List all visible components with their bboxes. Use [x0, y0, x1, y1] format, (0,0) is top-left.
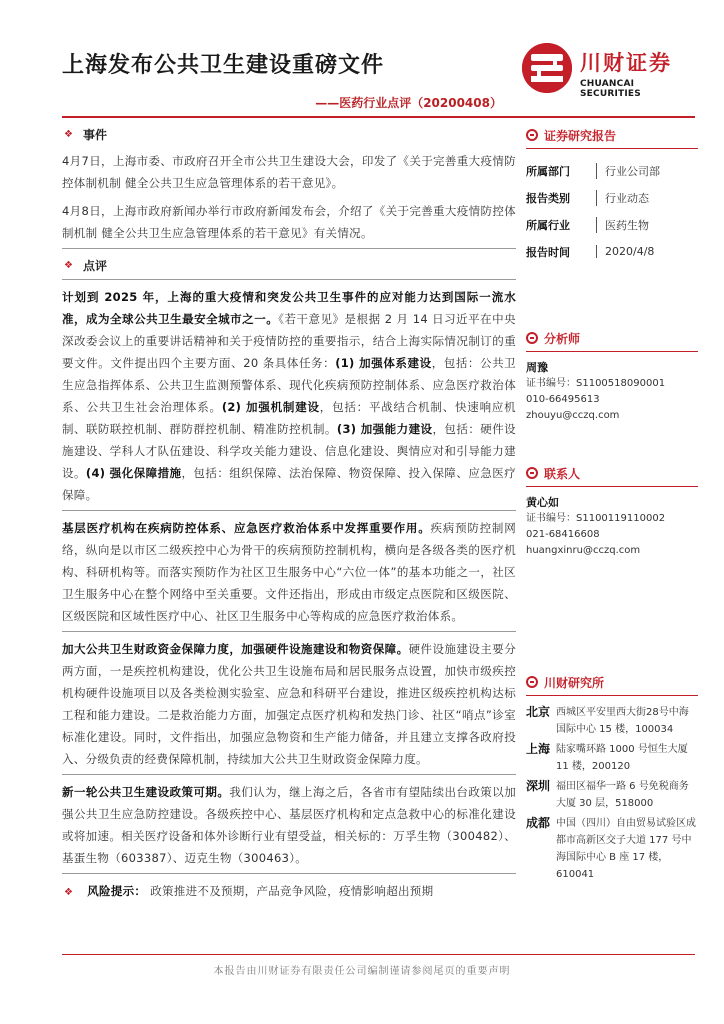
analyst-heading: 分析师 — [526, 327, 698, 349]
address-row: 深圳 福田区福华一路 6 号免税商务大厦 30 层，518000 — [526, 779, 689, 809]
header-rule — [62, 116, 695, 118]
diamond-bullet-icon: ❖ — [64, 887, 74, 898]
bold-text-run: 新一轮公共卫生建设政策可期。 — [62, 785, 230, 799]
info-row: 所属行业 医药生物 — [526, 218, 649, 232]
contact-email[interactable]: huangxinru@cczq.com — [526, 545, 641, 556]
main-content — [62, 124, 516, 904]
comment-paragraph-4 — [62, 781, 516, 869]
address-row: 北京 西城区平安里西大街28号中海国际中心 15 楼，100034 — [526, 705, 689, 735]
contact-phone: 021-68416608 — [526, 529, 600, 540]
text-run: ，包括：公共卫生应急指挥体系、公共卫生监测预警体系、现代化疾病预防控制体系、应急医疗救治体系、公共卫生社会治理体系。 — [62, 356, 516, 414]
sidebar-rule — [526, 148, 698, 149]
section-divider — [62, 873, 516, 874]
bold-text-run: 加大公共卫生财政资金保障力度，加强硬件设施建设和物资保障。 — [62, 642, 409, 656]
company-logo — [522, 43, 694, 99]
section-divider — [62, 774, 516, 775]
bold-text-run: (4) 强化保障措施 — [85, 466, 182, 480]
section-divider — [62, 248, 516, 249]
comment-paragraph-2 — [62, 517, 516, 627]
sidebar-rule — [526, 351, 698, 352]
event-paragraph-1: 4月7日，上海市委、市政府召开全市公共卫生建设大会，印发了《关于完善重大疫情防控体制机制 健全公共卫生应急管理体系的若干意见》。 — [62, 154, 516, 190]
bold-text-run: 计划到 2025 年，上海的重大疫情和突发公共卫生事件的应对能力达到国际一流水准，成为全球公共卫生最安全城市之一。 — [62, 290, 516, 326]
analyst-email[interactable]: zhouyu@cczq.com — [526, 410, 620, 421]
bold-text-run: 基层医疗机构在疾病防控体系、应急医疗救治体系中发挥重要作用。 — [62, 521, 431, 535]
diamond-bullet-icon: ❖ — [64, 259, 73, 271]
sidebar — [526, 124, 698, 886]
report-icon — [526, 129, 538, 141]
info-row: 报告类别 行业动态 — [526, 191, 649, 205]
logo-name-cn: 川财证券 — [580, 51, 672, 75]
risk-line — [62, 880, 516, 904]
sidebar-rule — [526, 486, 698, 487]
diamond-bullet-icon: ❖ — [64, 128, 73, 140]
bold-text-run: (1) 加强体系建设 — [335, 356, 432, 370]
logo-mark-icon — [522, 43, 572, 93]
comment-heading: ❖ 点评 — [64, 258, 107, 273]
contact-cert: 证书编号：S1100119110002 — [526, 513, 666, 524]
text-run: 我们认为，继上海之后，各省市有望陆续出台政策以加强公共卫生应急防控建设。各级疾控中心、基层医疗机构和定点急救中心的标准化建设或将加速。相关医疗设备和体外诊断行业有望受益，相关标的：万孚生物（300482）、基蛋生物（603387）、迈克生物（300463）。 — [62, 785, 517, 865]
contact-icon — [526, 467, 538, 479]
page-subtitle: ——医药行业点评（20200408） — [315, 96, 502, 110]
comment-paragraph-1 — [62, 286, 516, 506]
institute-heading: 川财研究所 — [526, 671, 698, 693]
page-title: 上海发布公共卫生建设重磅文件 — [62, 53, 385, 78]
address-row: 成都 中国（四川）自由贸易试验区成都市高新区交子大道 177 号中海国际中心 B 座 17 楼，610041 — [526, 816, 696, 880]
text-run: ，包括：硬件设施建设、学科人才队伍建设、科学攻关能力建设、信息化建设、舆情应对和引导能力建设。 — [62, 422, 516, 480]
text-run: ，包括：组织保障、法治保障、物资保障、投入保障、应急医疗保障。 — [62, 466, 516, 502]
text-run: 硬件设施建设主要分两方面，一是疾控机构建设，优化公共卫生设施布局和居民服务点设置，加快市级疾控机构硬件设施项目以及各类检测实验室、应急和科研平台建设，推进区级疾控机构达标工程和能力建设。二是救治能力方面，加强定点医疗机构和发热门诊、社区“哨点”诊室标准化建设。同时，文件指出，加强应急物资和生产能力储备，并且建立支撑各政府投入、分级负责的经费保障机制，持续加大公共卫生财政资金保障力度。 — [62, 642, 517, 766]
analyst-phone: 010-66495613 — [526, 394, 600, 405]
contact-heading: 联系人 — [526, 462, 698, 484]
bold-text-run: (2) 加强机制建设 — [221, 400, 320, 414]
institute-icon — [526, 676, 538, 688]
logo-name-en: CHUANCAI SECURITIES — [580, 79, 641, 99]
analyst-icon — [526, 332, 538, 344]
analyst-card — [526, 360, 698, 424]
event-heading: ❖ 事件 — [64, 127, 107, 142]
text-run: 《若干意见》是根据 2 月 14 日习近平在中央深改委会议上的重要讲话精神和关于疫情防控的重要指示，结合上海实际情况制订的重要文件。文件提出四个主要方面、20 条具体任务： — [62, 312, 516, 370]
footer-rule — [62, 954, 695, 955]
info-row: 所属部门 行业公司部 — [526, 164, 660, 178]
analyst-name: 周豫 — [526, 361, 548, 374]
contact-name: 黄心如 — [526, 496, 559, 509]
comment-paragraph-3 — [62, 638, 516, 770]
report-heading: 证券研究报告 — [526, 124, 698, 146]
info-row: 报告时间 2020/4/8 — [526, 245, 655, 259]
text-run: ，包括：平战结合机制、快速响应机制、联防联控机制、群防群控机制、精准防控机制。 — [62, 400, 516, 436]
event-paragraph-2: 4月8日，上海市政府新闻办举行市政府新闻发布会，介绍了《关于完善重大疫情防控体制机制 健全公共卫生应急管理体系的若干意见》有关情况。 — [62, 204, 516, 240]
bold-text-run: (3) 加强能力建设 — [336, 422, 433, 436]
analyst-cert: 证书编号：S1100518090001 — [526, 378, 666, 389]
footer-disclaimer: 本报告由川财证券有限责任公司编制谨请参阅尾页的重要声明 — [213, 966, 511, 977]
section-divider — [62, 279, 516, 280]
sidebar-rule — [526, 695, 698, 696]
risk-text: 政策推进不及预期，产品竞争风险，疫情影响超出预期 — [150, 884, 434, 898]
text-run: 疾病预防控制网络，纵向是以市区二级疾控中心为骨干的疾病预防控制机构，横向是各级各类的医疗机构、科研机构等。而落实预防作为社区卫生服务中心“六位一体”的基本功能之一，社区卫生服务中心在整个网络中至关重要。文件还指出，形成由市级定点医院和区级医院、区级医院和区域性医疗中心、社区卫生服务中心等构成的应急医疗救治体系。 — [62, 521, 516, 623]
risk-heading: 风险提示： — [87, 884, 147, 898]
address-row: 上海 陆家嘴环路 1000 号恒生大厦 11 楼，200120 — [526, 742, 688, 772]
contact-card — [526, 495, 698, 559]
section-divider — [62, 631, 516, 632]
section-divider — [62, 510, 516, 511]
